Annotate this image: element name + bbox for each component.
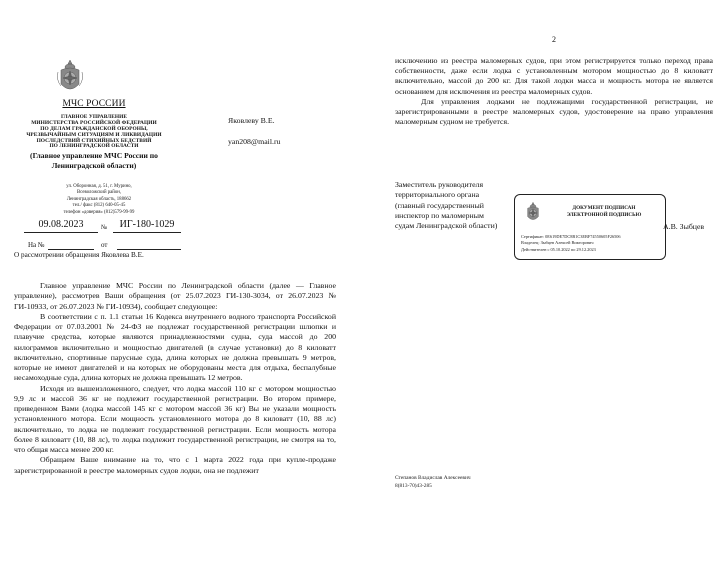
address-line: телефон «доверия» (812)579-99-99 [63,209,135,215]
body-paragraph: Главное управление МЧС России по Ленинградской области (далее — Главное управление), рассмотрев Ваши обращения (от 25.07.2023 ГИ-130-3034, от 26.07.2023 № ГИ-10933, от 26.07.2023 № ГИ-10934), сообщает следующее: [14,281,336,311]
address-line: ул. Оборонная, д. 51, г. Мурино, [66,184,132,189]
signatory-title-line: Заместитель руководителя [395,180,484,189]
mchs-emblem-icon [55,58,85,98]
letterhead-org [14,99,174,171]
signatory-title-line: инспектор по маломерным [395,210,484,220]
signatory-title [395,180,497,231]
org-address [14,184,184,216]
executor-phone: 8(813-70)43-285 [395,482,432,489]
stamp-owner: Владелец: Зыбцев Алексей Викторович [521,240,594,246]
signatory-name: А.В. Зыбцев [663,222,705,231]
body-paragraph: В соответствии с п. 1.1 статьи 16 Кодекса внутреннего водного транспорта Российской Федерации от 07.03.2001 № 24-ФЗ не подлежат государственной регистрации шлюпки и плавучие средства, которые являются принадлежностями судна, суда массой до 200 килограммов включительно и мощностью двигателей (в случае установки) до 8 киловатт включительно, спортивные парусные суда, длина которых не должна превышать 9 метров, которые не имеют двигателей и на которых не оборудованы места для отдыха, беспалубные несамоходные суда, длина которых не должна превышать 12 метров. [14,311,336,383]
reply-date-blank [117,249,181,250]
registration-number-label: № [101,224,108,231]
org-line: МИНИСТЕРСТВА РОССИЙСКОЙ ФЕДЕРАЦИИ [31,120,157,127]
org-short-line: (Главное управление МЧС России по [30,151,158,161]
recipient-email: yan208@mail.ru [228,137,281,146]
reply-to-label: На № [28,241,45,249]
executor-name: Степанов Владислав Алексеевич [395,475,471,481]
address-line: Ленинградская область, 188662 [66,196,132,202]
stamp-validity: Действителен с 05.10.2022 по 29.12.2023 [521,246,596,252]
mchs-emblem-icon [524,201,542,225]
body-paragraph: Для управления лодками не подлежащими государственной регистрации, не зарегистрированными в реестре маломерных судов, удостоверение на право управления маломерным судном не требуется. [395,96,713,127]
ministry-short-name: МЧС РОССИИ [62,99,126,109]
signatory-title-line: судам Ленинградской области) [395,221,498,231]
body-paragraph: Обращаем Ваше внимание на то, что с 1 марта 2022 года при купле-продаже зарегистрированной в реестре маломерных судов лодки, она не подлежит [14,455,336,475]
stamp-certificate: Сертификат: 0E619DE7DC8B1C3EBF74550605F26506 [521,234,621,239]
reply-to-number-blank [48,249,94,250]
org-line: ЧРЕЗВЫЧАЙНЫМ СИТУАЦИЯМ И ЛИКВИДАЦИИ [26,131,162,138]
recipient-name: Яковлеву В.Е. [228,116,275,125]
executor-info [395,475,471,490]
registration-number: ИГ-180-1029 [113,218,181,233]
stamp-details [521,234,621,253]
org-short-line: Ленинградской области) [51,161,137,171]
org-line: ГЛАВНОЕ УПРАВЛЕНИЕ [61,114,127,121]
letter-subject: О рассмотрении обращения Яковлева В.Е. [14,251,144,259]
org-line: ПОСЛЕДСТВИЙ СТИХИЙНЫХ БЕДСТВИЙ [36,137,152,144]
letter-body-page-1 [14,281,336,476]
org-line: ПО ДЕЛАМ ГРАЖДАНСКОЙ ОБОРОНЫ, [40,125,148,132]
body-paragraph: исключению из реестра маломерных судов, при этом регистрируется только переход права собственности, даже если лодка с установленным мотором мощностью до 8 киловатт включительно, массой до 200 кг. Для такой лодки масса и мощность мотора не является основанием для исключения из реестра маломерных судов. [395,56,713,96]
stamp-heading-line: ЭЛЕКТРОННОЙ ПОДПИСЬЮ [566,212,642,219]
org-full-name [14,115,174,150]
reply-date-label: от [101,241,108,249]
signatory-title-line: (главный государственный [395,200,484,210]
letter-body-page-2 [395,56,713,127]
org-short-name [14,151,174,171]
stamp-heading [549,205,659,219]
page-divider [372,0,378,564]
page-number: 2 [552,35,556,44]
electronic-signature-stamp [514,194,666,260]
address-line: Всеволожский район, [76,190,122,196]
body-paragraph: Исходя из вышеизложенного, следует, что лодка массой 110 кг с мотором мощностью 9,9 лс и массой 36 кг не подлежит государственной регистрации. Во втором примере, приведенном Вами (лодка массой 145 кг с мотором массой 36 кг) Вы не указали мощность установленного мотора. Если мощность установленного мотора до 8 киловатт (10, 88 лс) включительно, то лодка не подлежит государственной регистрации. Если мощность мотора более 8 киловатт (10, 88 лс), то лодка подлежит государственной регистрации, не смотря на то, что общая масса менее 200 кг. [14,383,336,454]
signatory-title-line: территориального органа [395,190,480,200]
stamp-heading-line: ДОКУМЕНТ ПОДПИСАН [572,205,636,211]
registration-date: 09.08.2023 [24,218,98,233]
org-line: ПО ЛЕНИНГРАДСКОЙ ОБЛАСТИ [49,143,139,150]
address-line: тел./ факс (812) 640-05-45 [72,203,126,209]
